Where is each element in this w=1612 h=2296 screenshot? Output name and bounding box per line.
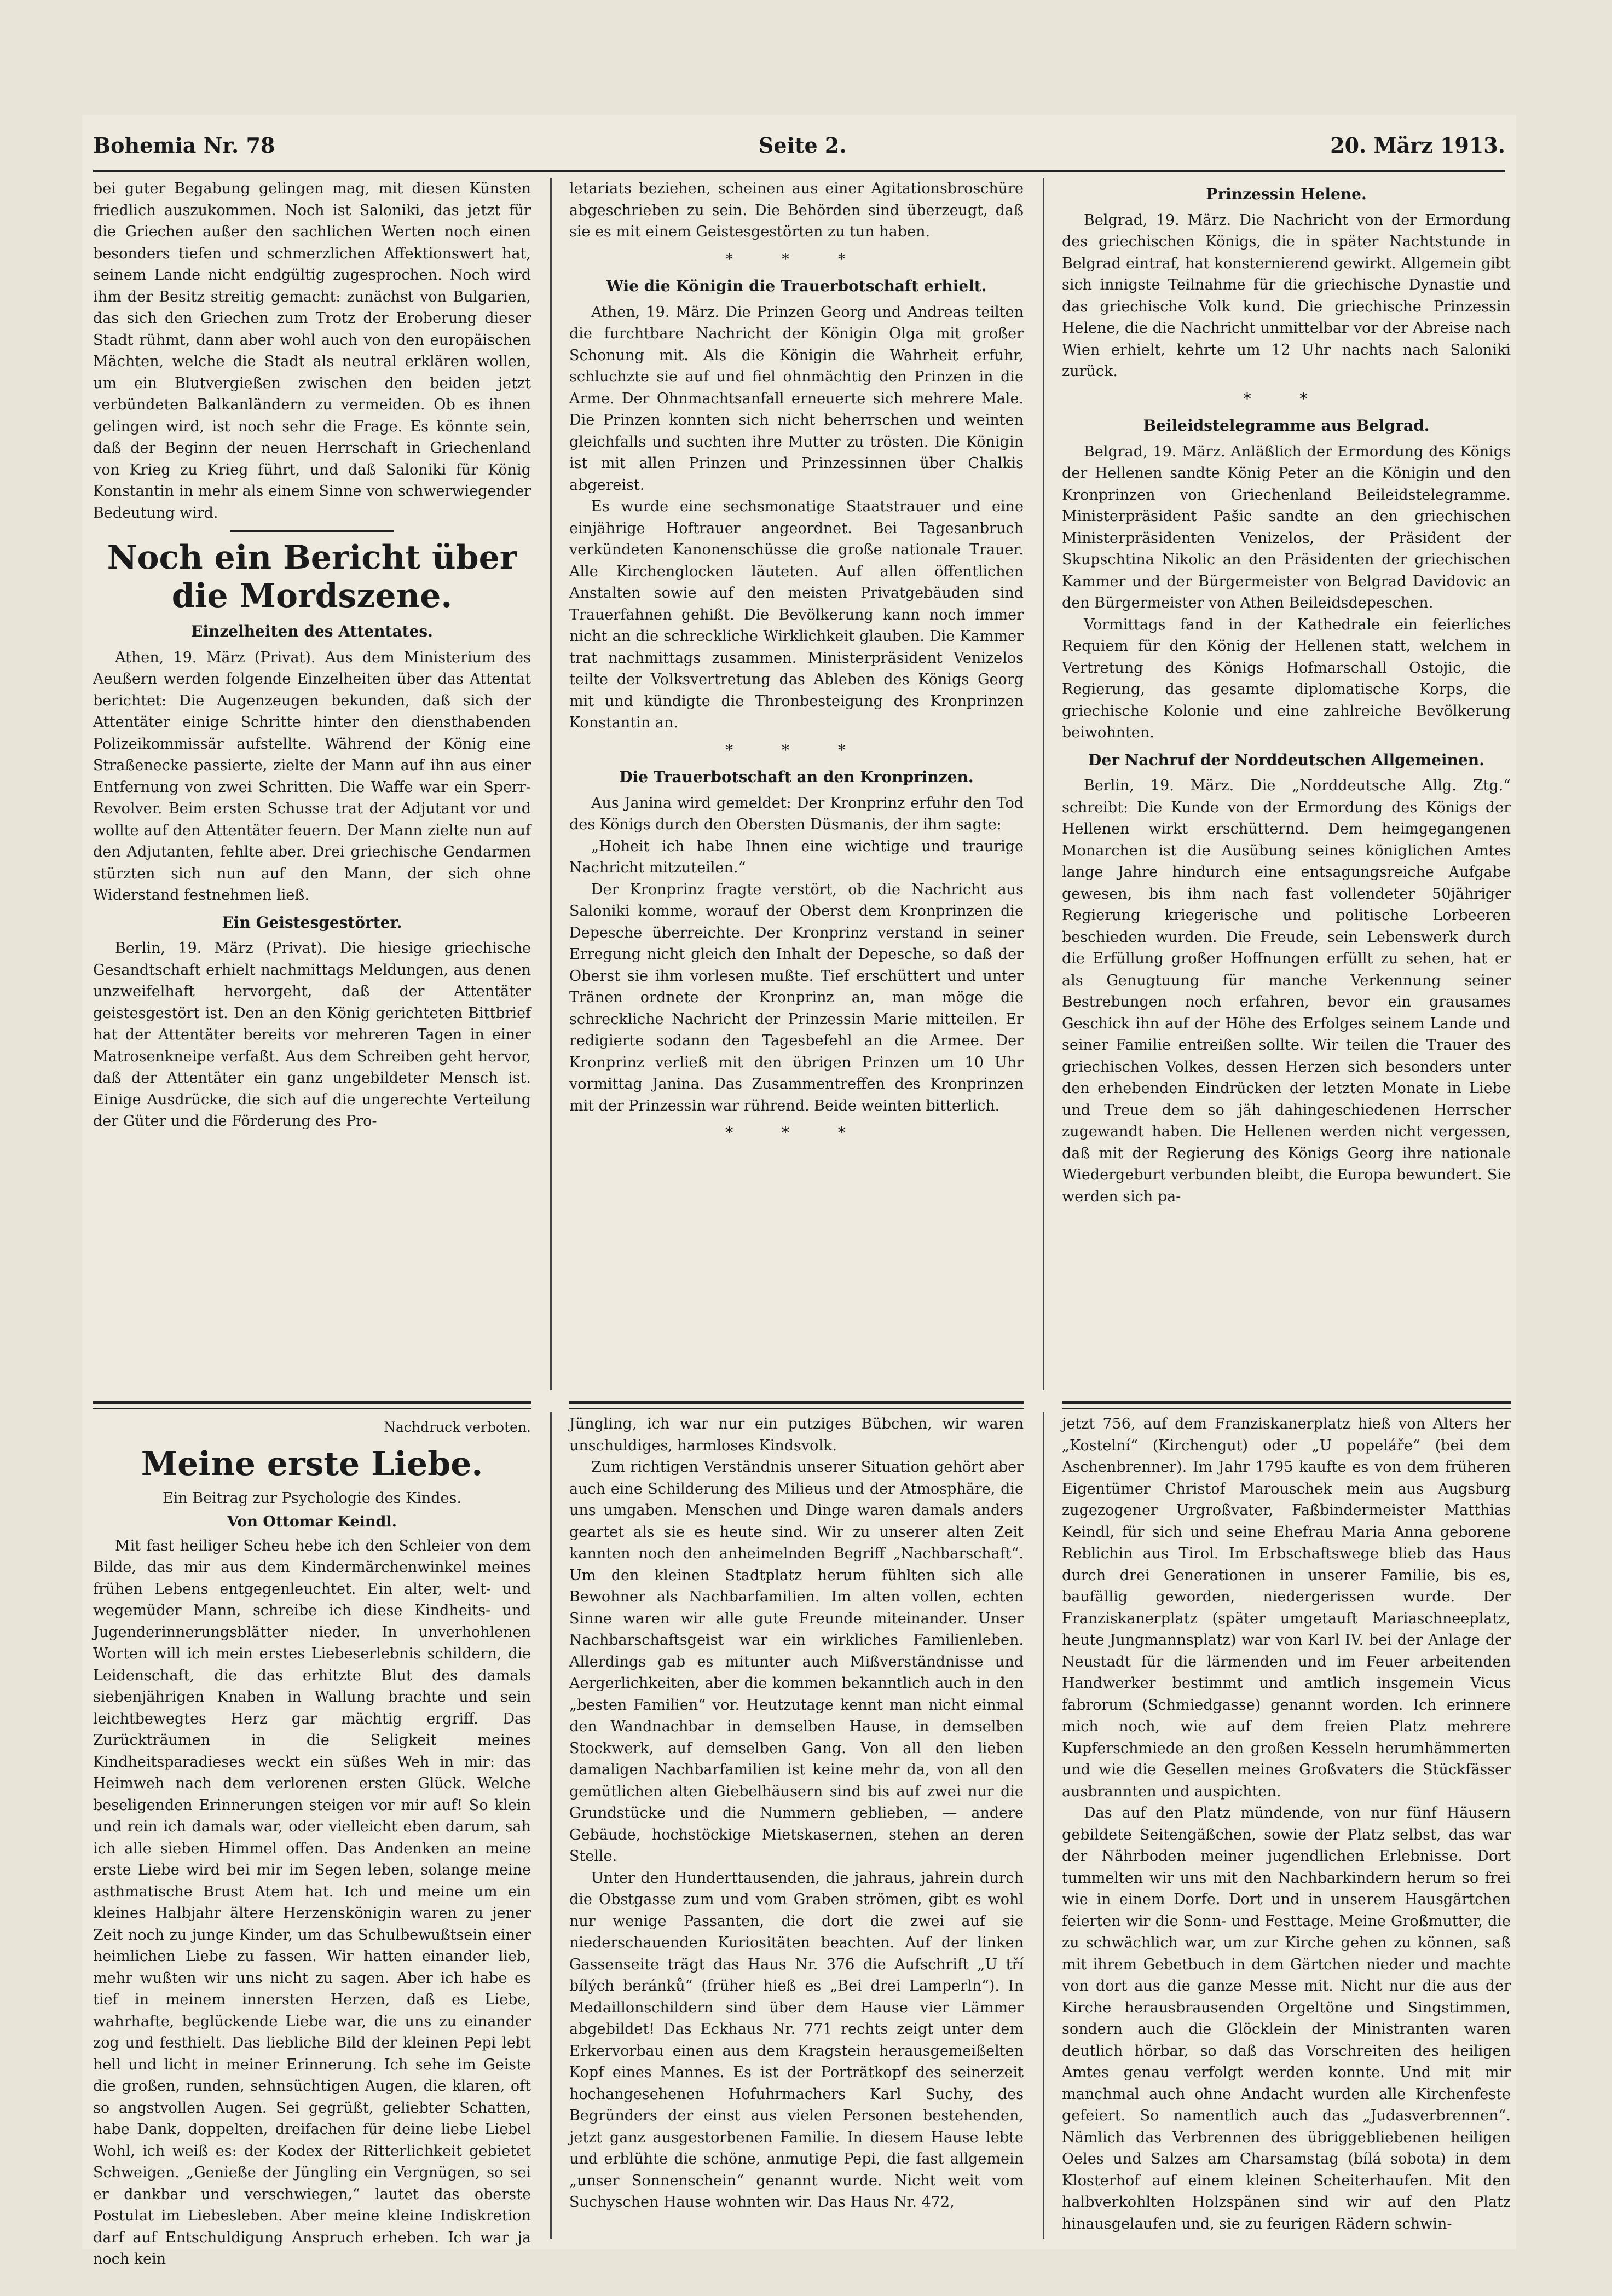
column-3-news: [1062, 178, 1511, 1396]
column-rule-4: [1043, 1412, 1044, 2239]
separator-stars: * * *: [725, 741, 868, 759]
col1-paragraph: Athen, 19. März (Privat). Aus dem Ministerium des Aeußern werden folgende Einzelheiten über das Attentat berichtet: Die Augenzeugen bekunden, daß sich der Attentäter einige Schritte hinter den diensthabenden Polizeikommissär aufstellte. Während der König eine Straßenecke passierte, zielte der Mann auf ihn aus einer Entfernung von zwei Schritten. Die Waffe war ein Sperr-Revolver. Beim ersten Schusse trat der Adjutant vor und wollte auf den Attentäter feuern. Der Mann zielte nun auf den Adjutanten, fehlte aber. Drei griechische Gendarmen stürzten sich nun auf den Mann, der sich ohne Widerstand festnehmen ließ.: [93, 649, 531, 904]
feuilleton-rule-2: [569, 1401, 1024, 1409]
separator-stars: * * *: [725, 250, 868, 268]
article-subheading: Ein Geistesgestörter.: [222, 913, 402, 932]
feuilleton-title: Meine erste Liebe.: [141, 1444, 483, 1483]
column-2-news: [569, 178, 1024, 1396]
column-rule-1: [550, 178, 552, 1390]
feuilleton-rule-1: [93, 1401, 531, 1409]
article-headline: Noch ein Bericht über die Mordszene.: [107, 539, 517, 615]
feuilleton-paragraph: Mit fast heiliger Scheu hebe ich den Schleier von dem Bilde, das mir aus dem Kindermärchenwinkel meines frühen Lebens entgegenleuchtet. Ein alter, welt- und wegemüder Mann, schreibe ich diese Kindheits- und Jugenderinnerungsblätter nieder. In unverhohlenen Worten will ich mein erstes Liebeserlebnis schildern, die Leidenschaft, die das erhitzte Blut des damals siebenjährigen Knaben in Wallung brachte und sein leichtbewegtes Herz gar mächtig ergriff. Das Zurückträumen in die Seligkeit meines Kindheitsparadieses weckt ein süßes Weh in mir: das Heimweh nach dem verlorenen ersten Glück. Welche beseligenden Erinnerungen steigen vor mir auf! So klein und rein ich damals war, oder vielleicht eben darum, sah ich alle sieben Himmel offen. Das Andenken an meine erste Liebe wird bei mir im Segen leben, solange meine asthmatische Brust Atem hat. Ich und meine um ein kleines Halbjahr ältere Herzenskönigin waren zu jener Zeit noch zu junge Kinder, um das Schulbewußtsein einer heimlichen Liebe zu fassen. Wir hatten einander lieb, mehr wußten wir uns nicht zu sagen. Aber ich habe es tief in meinem innersten Herzen, daß es Liebe, wahrhafte, beglückende Liebe war, die uns zu einander zog und festhielt. Das liebliche Bild der kleinen Pepi lebt hell und licht in meiner Erinnerung. Ich sehe im Geiste die großen, runden, sehnsüchtigen Augen, die klaren, oft so angstvollen Augen. Sei gegrüßt, geliebter Schatten, habe Dank, doppelten, dreifachen für deine liebe Liebel Wohl, ich weiß es: der Kodex der Ritterlichkeit gebietet Schweigen. „Genieße der Jüngling ein Vergnügen, so sei er dankbar und verschwiegen,“ lautet das oberste Postulat im Liebesleben. Aber meine kleine Indiskretion darf auf Entschuldigung Anspruch erheben. Ich war ja noch kein: [93, 1537, 531, 2268]
article-subheading: Einzelheiten des Attentates.: [191, 622, 433, 640]
page-header: [93, 126, 1505, 164]
article-subheading: Prinzessin Helene.: [1206, 185, 1367, 203]
feuilleton-paragraph: jetzt 756, auf dem Franziskanerplatz hieß von Alters her „Kostelní“ (Kirchengut) oder „U popeláře“ (bei dem Aschenbrenner). Im Jahr 1795 kaufte es von dem früheren Eigentümer Christof Marouschek mein aus Augsburg zugezogener Urgroßvater, Faßbindermeister Matthias Keindl, für sich und seine Ehefrau Maria Anna geborene Reblichin aus Tirol. Im Erbschaftswege blieb das Haus durch drei Generationen in unserer Familie, bis es, baufällig geworden, niedergerissen wurde. Der Franziskanerplatz (später umgetauft Mariaschneeplatz, heute Jungmannsplatz) war von Karl IV. bei der Anlage der Neustadt für die lärmenden und im Feuer arbeitenden Handwerker bestimmt und amtlich insgemein Vicus fabrorum (Schmiedgasse) genannt worden. Ich erinnere mich noch, wie auf dem freien Platz mehrere Kupferschmiede an den großen Kesseln herumhämmerten und wie die Gesellen meines Großvaters die Stückfässer ausbrannten und auspichten.: [1062, 1415, 1511, 1800]
column-rule-2: [1043, 178, 1044, 1390]
feuilleton-column-3: [1062, 1413, 1511, 2242]
feuilleton-paragraph: Unter den Hunderttausenden, die jahraus, jahrein durch die Obstgasse zum und vom Graben strömen, gibt es wohl nur wenige Passanten, die dort die zwei auf sie niederschauenden Kuriositäten beachten. Auf der linken Gassenseite trägt das Haus Nr. 376 die Aufschrift „U tří bílých beránků“ (früher hieß es „Bei drei Lamperln“). In Medaillonschildern sind über dem Hause vier Lämmer abgebildet! Das Eckhaus Nr. 771 rechts zeigt unter dem Erkervorbau einen aus dem Kragstein herausgemeißelten Kopf eines Mannes. Es ist der Porträtkopf des seinerzeit hochangesehenen Hofuhrmachers Karl Suchy, des Begründers der einst aus vielen Personen bestehenden, jetzt ganz ausgestorbenen Familie. In diesem Hause lebte und erblühte die schöne, anmutige Pepi, die fast allgemein „unser Sonnenschein“ genannt wurde. Nicht weit vom Suchyschen Hause wohnten wir. Das Haus Nr. 472,: [569, 1869, 1024, 2211]
feuilleton-paragraph: Das auf den Platz mündende, von nur fünf Häusern gebildete Seitengäßchen, sowie der Platz selbst, das war der Nährboden meiner jugendlichen Erlebnisse. Dort tummelten wir uns mit den Nachbarkindern herum so frei wie in einem Dorfe. Dort und in unserem Hausgärtchen feierten wir die Sonn- und Festtage. Meine Großmutter, die zu schwächlich war, um zur Kirche gehen zu können, saß mit ihrem Gebetbuch in dem Gärtchen nieder und machte von dort aus die ganze Messe mit. Nicht nur die aus der Kirche herausbrausenden Orgeltöne und Singstimmen, sondern auch die Glöcklein der Ministranten waren deutlich hörbar, so daß das Vorschreiten des heiligen Amtes genau verfolgt werden konnte. Und mit mir manchmal auch ohne Andacht wurden alle Kirchenfeste gefeiert. So namentlich auch das „Judasverbrennen“. Nämlich das Verbrennen des übriggebliebenen heiligen Oeles und Salzes am Charsamstag (bílá sobota) in dem Klosterhof auf einem kleinen Scheiterhaufen. Mit den halbverkohlten Holzspänen sind wir auf den Platz hinausgelaufen und, sie zu feurigen Rädern schwin-: [1062, 1805, 1511, 2233]
header-rule: [93, 170, 1505, 172]
feuilleton-paragraph: Jüngling, ich war nur ein putziges Bübchen, wir waren unschuldiges, harmloses Kindsvolk.: [569, 1415, 1024, 1454]
section-divider: [230, 530, 394, 532]
newspaper-page: [82, 115, 1516, 2268]
col1-paragraph: bei guter Begabung gelingen mag, mit diesen Künsten friedlich auszukommen. Noch ist Saloniki, das jetzt für die Griechen außer den sachlichen Werten noch einen besonders tiefen und schmerzlichen Affektionswert hat, seinem Lande nicht endgültig zugesprochen. Noch wird ihm der Besitz streitig gemacht: zunächst von Bulgarien, das sich den Griechen zum Trotz der Eroberung dieser Stadt rühmt, dann aber wohl auch von den europäischen Mächten, welche die Stadt als neutral erklären wollen, um ein Blutvergießen zwischen den beiden jetzt verbündeten Balkanländern zu vermeiden. Ob es ihnen gelingen wird, ist noch sehr die Frage. Es könnte sein, daß der Beginn der neuen Herrschaft in Griechenland von Krieg zu Krieg führt, und daß Saloniki für König Konstantin in mehr als einem Sinne von schwerwiegender Bedeutung wird.: [93, 180, 531, 522]
col3-paragraph: Belgrad, 19. März. Anläßlich der Ermordung des Königs der Hellenen sandte König Peter an die Königin und den Kronprinzen von Griechenland Beileidstelegramme. Ministerpräsident Pašic sandte an den griechischen Ministerpräsidenten Venizelos, der Präsident der Skupschtina Nikolic an den Präsidenten der griechischen Kammer und der Bürgermeister von Belgrad Davidovic an den Bürgermeister von Athen Beileidsdepeschen.: [1062, 443, 1511, 611]
col3-paragraph: Belgrad, 19. März. Die Nachricht von der Ermordung des griechischen Königs, die in später Nachtstunde in Belgrad eintraf, hat konsternierend gewirkt. Allgemein gibt sich innigste Teilnahme für die griechische Dynastie und das griechische Volk kund. Die griechische Prinzessin Helene, die die Nachricht unmittelbar vor der Abreise nach Wien erhielt, kehrte um 12 Uhr nachts nach Saloniki zurück.: [1062, 211, 1511, 380]
col2-paragraph: letariats beziehen, scheinen aus einer Agitationsbroschüre abgeschrieben zu sein. Die Behörden sind überzeugt, daß sie es mit einem Geistesgestörten zu tun haben.: [569, 180, 1024, 240]
article-subheading: Wie die Königin die Trauerbotschaft erhielt.: [606, 277, 987, 295]
col2-paragraph: Der Kronprinz fragte verstört, ob die Nachricht aus Saloniki komme, worauf der Oberst dem Kronprinzen die Depesche überreichte. Der Kronprinz verstand in seiner Erregung nicht gleich den Inhalt der Depesche, so daß der Oberst sie ihm vorlesen mußte. Tief erschüttert und unter Tränen ordnete der Kronprinz an, man möge die schreckliche Nachricht der Prinzessin Marie mitteilen. Er redigierte sodann den Tagesbefehl an die Armee. Der Kronprinz verließ mit den übrigen Prinzen um 10 Uhr vormittag Janina. Das Zusammentreffen des Kronprinzen mit der Prinzessin war rührend. Beide weinten bitterlich.: [569, 881, 1024, 1114]
col3-paragraph: Berlin, 19. März. Die „Norddeutsche Allg. Ztg.“ schreibt: Die Kunde von der Ermordung des Königs der Hellenen wirkt erschütternd. Dem heimgegangenen Monarchen ist die Ausübung seines königlichen Amtes lange Jahre hindurch eine entsagungsreiche Aufgabe gewesen, bis ihm nach fast vollendeter 50jähriger Regierung kriegerische und politische Lorbeeren beschieden wurden. Die Freude, sein Lebenswerk durch die Erfüllung großer Hoffnungen erfüllt zu sehen, hat er als Genugtuung für manche Verkennung seiner Bestrebungen noch erfahren, bevor ein grausames Geschick ihn auf der Höhe des Erfolges seinem Lande und seiner Familie entreißen sollte. Wir teilen die Trauer des griechischen Volkes, dessen Herzen sich besonders unter den erhebenden Eindrücken der letzten Monate in Liebe und Treue dem so jäh dahingeschiedenen Herrscher zugewandt haben. Die Hellenen werden nicht vergessen, daß mit der Regierung des Königs Georg ihre nationale Wiedergeburt verbunden bleibt, die Europa bewundert. Sie werden sich pa-: [1062, 777, 1511, 1205]
feuilleton-paragraph: Zum richtigen Verständnis unserer Situation gehört aber auch eine Schilderung des Milieus und der Atmosphäre, die uns umgaben. Menschen und Dinge waren damals anders geartet als sie es heute sind. Wir zu unserer alten Zeit kannten noch den anheimelnden Begriff „Nachbarschaft“. Um den kleinen Stadtplatz herum fühlten sich alle Bewohner als Nachbarfamilien. Im alten vollen, echten Sinne waren wir alle gute Freunde miteinander. Unser Nachbarschaftsgeist war ein wirkliches Familienleben. Allerdings gab es mitunter auch Mißverständnisse und Aergerlichkeiten, aber die kommen bekanntlich auch in den „besten Familien“ vor. Heutzutage kennt man nicht einmal den Wandnachbar in demselben Hause, in demselben Stockwerk, auf demselben Gang. Von all den lieben damaligen Nachbarfamilien ist keine mehr da, von all den gemütlichen alten Giebelhäusern sind bis auf zwei nur die Grundstücke und die Nummern geblieben, — andere Gebäude, hochstöckige Mietskasernen, stehen an deren Stelle.: [569, 1459, 1024, 1865]
reprint-note: Nachdruck verboten.: [384, 1419, 531, 1435]
feuilleton-column-1: [93, 1413, 531, 2268]
article-subheading: Die Trauerbotschaft an den Kronprinzen.: [619, 768, 974, 786]
article-subheading: Beileidstelegramme aus Belgrad.: [1143, 417, 1430, 435]
separator-stars: * * *: [725, 1124, 868, 1142]
col2-paragraph: Athen, 19. März. Die Prinzen Georg und Andreas teilten die furchtbare Nachricht der Königin Olga mit großer Schonung mit. Als die Königin die Wahrheit erfuhr, schluchzte sie auf und fiel ohnmächtig den Prinzen in die Arme. Der Ohnmachtsanfall erneuerte sich mehrere Male. Die Prinzen konnten sich nicht beherrschen und weinten gleichfalls und suchten ihre Mutter zu trösten. Die Königin ist mit allen Prinzen und Prinzessinnen über Chalkis abgereist.: [569, 303, 1024, 494]
header-date: 20. März 1913.: [1330, 132, 1505, 158]
col2-paragraph: Aus Janina wird gemeldet: Der Kronprinz erfuhr den Tod des Königs durch den Obersten Düsmanis, der ihm sagte:: [569, 794, 1024, 833]
col2-quote: „Hoheit ich habe Ihnen eine wichtige und traurige Nachricht mitzuteilen.“: [569, 837, 1024, 876]
column-1-news: [93, 178, 531, 1396]
column-rule-3: [550, 1412, 552, 2239]
col2-paragraph: Es wurde eine sechsmonatige Staatstrauer und eine einjährige Hoftrauer angeordnet. Bei Tagesanbruch verkündeten Kanonenschüsse die große nationale Trauer. Alle Kirchenglocken läuteten. Auf allen öffentlichen Anstalten sowie auf den meisten Privatgebäuden sind Trauerfahnen gehißt. Die Bevölkerung kann noch immer nicht an die schreckliche Wirklichkeit glauben. Die Kammer trat nachmittags zusammen. Ministerpräsident Venizelos teilte der Volksvertretung das Ableben des Königs Georg mit und kündigte die Thronbesteigung des Kronprinzen Konstantin an.: [569, 498, 1024, 731]
article-subheading: Der Nachruf der Norddeutschen Allgemeinen.: [1088, 750, 1484, 769]
header-page-number: Seite 2.: [758, 132, 847, 158]
col1-paragraph: Berlin, 19. März (Privat). Die hiesige griechische Gesandtschaft erhielt nachmittags Meldungen, aus denen unzweifelhaft hervorgeht, daß der Attentäter geistesgestört ist. Den an den König gerichteten Bittbrief hat der Attentäter bereits vor mehreren Tagen in einer Matrosenkneipe verfaßt. Aus dem Schreiben geht hervor, daß der Attentäter ein ganz ungebildeter Mensch ist. Einige Ausdrücke, die sich auf die ungerechte Verteilung der Güter und die Förderung des Pro-: [93, 940, 531, 1130]
col3-paragraph: Vormittags fand in der Kathedrale ein feierliches Requiem für den König der Hellenen statt, welchem in Vertretung des Königs Hofmarschall Ostojic, die Regierung, das gesamte diplomatische Korps, die griechische Kolonie und eine zahlreiche Bevölkerung beiwohnten.: [1062, 616, 1511, 741]
feuilleton-subtitle: Ein Beitrag zur Psychologie des Kindes.: [163, 1489, 461, 1507]
feuilleton-author: Von Ottomar Keindl.: [227, 1513, 397, 1530]
feuilleton-rule-3: [1062, 1401, 1511, 1409]
separator-stars: * *: [1243, 389, 1330, 408]
header-issue: Bohemia Nr. 78: [93, 132, 275, 158]
feuilleton-column-2: [569, 1413, 1024, 2242]
